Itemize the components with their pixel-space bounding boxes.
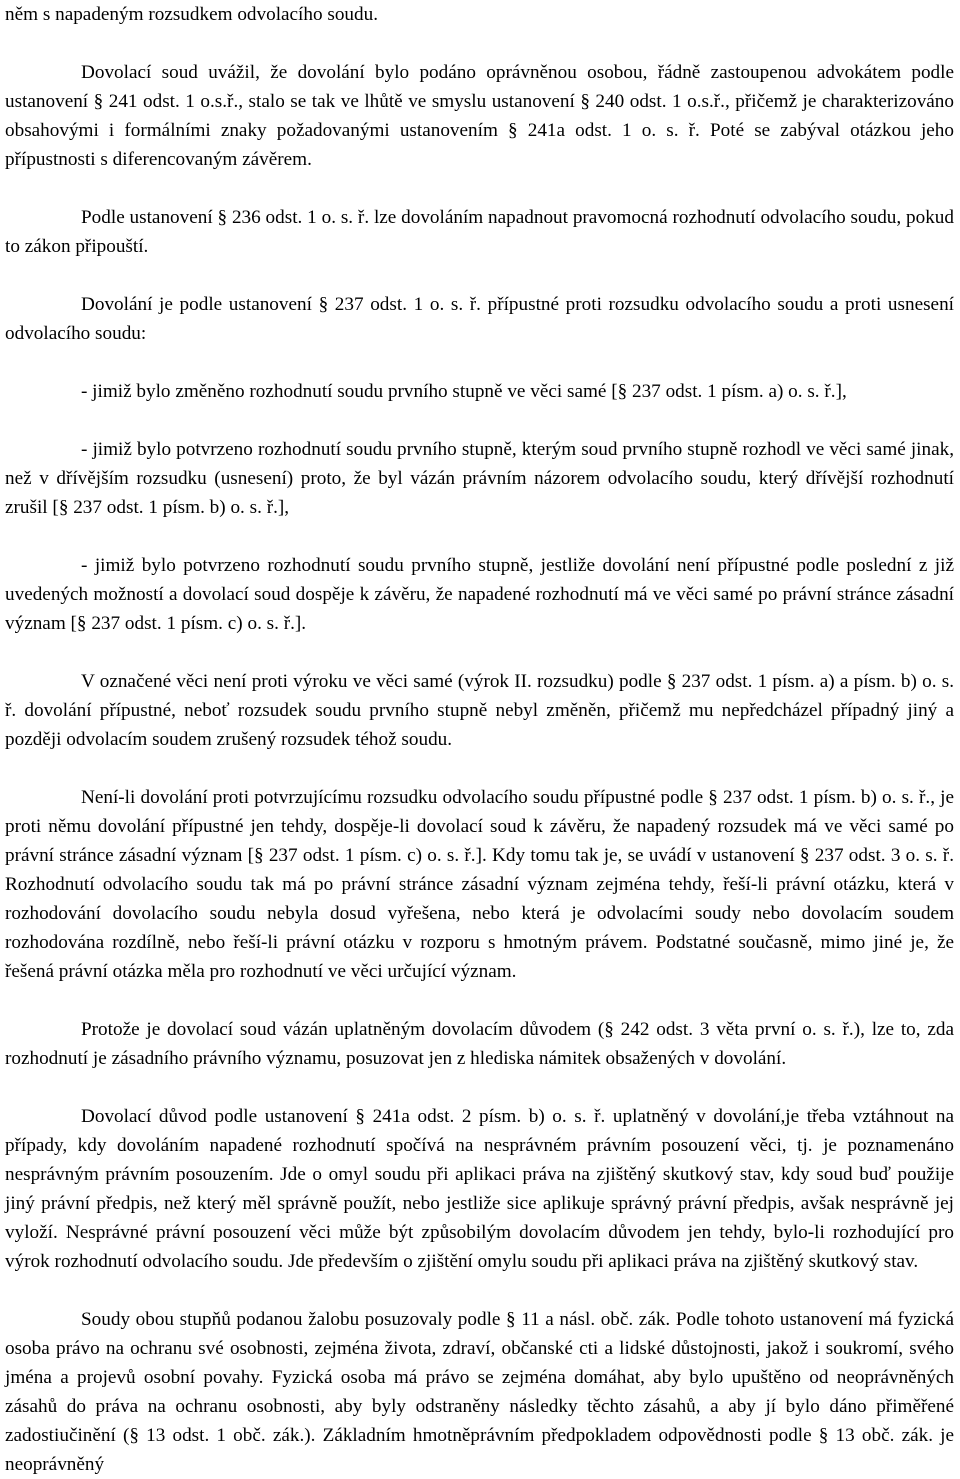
list-item-237-b: - jimiž bylo potvrzeno rozhodnutí soudu prvního stupně, kterým soud prvního stupně rozhodl ve věci samé jinak, než v dřívějším rozsudku (usnesení) proto, že byl vázán právním názorem odvolacího soudu, který dřívější rozhodnutí zrušil [§ 237 odst. 1 písm. b) o. s. ř.],	[5, 439, 954, 518]
paragraph-personality-protection: Soudy obou stupňů podanou žalobu posuzovaly podle § 11 a násl. obč. zák. Podle tohoto ustanovení má fyzická osoba právo na ochranu své osobnosti, zejména života, zdraví, občanské cti a lidské důstojnosti, jakož i soukromí, svého jména a projevů osobní povahy. Fyzická osoba má právo se zejména domáhat, aby bylo upuštěno od neoprávněných zásahů do práva na ochranu osobnosti, aby byly odstraněny následky těchto zásahů, a aby jí bylo dáno přiměřené zadostiučinění (§ 13 odst. 1 obč. zák.). Základním hmotněprávním předpokladem odpovědnosti podle § 13 obč. zák. je neoprávněný	[5, 1309, 954, 1475]
paragraph-237-intro: Dovolání je podle ustanovení § 237 odst. 1 o. s. ř. přípustné proti rozsudku odvolacího soudu a proti usnesení odvolacího soudu:	[5, 294, 954, 344]
paragraph-verdict-ii: V označené věci není proti výroku ve věci samé (výrok II. rozsudku) podle § 237 odst. 1 písm. a) a písm. b) o. s. ř. dovolání přípustné, neboť rozsudek soudu prvního stupně nebyl změněn, přičemž mu nepředcházel případný jiný a později odvolacím soudem zrušený rozsudek téhož soudu.	[5, 671, 954, 750]
paragraph-admissibility-intro: Dovolací soud uvážil, že dovolání bylo podáno oprávněnou osobou, řádně zastoupenou advokátem podle ustanovení § 241 odst. 1 o.s.ř., stalo se tak ve lhůtě ve smyslu ustanovení § 240 odst. 1 o.s.ř., přičemž je charakterizováno obsahovými i formálními znaky požadovanými ustanovením § 241a odst. 1 o. s. ř. Poté se zabýval otázkou jeho přípustnosti s diferencovaným závěrem.	[5, 62, 954, 170]
paragraph-241a-ground: Dovolací důvod podle ustanovení § 241a odst. 2 písm. b) o. s. ř. uplatněný v dovolání,je třeba vztáhnout na případy, kdy dovoláním napadené rozhodnutí spočívá na nesprávném právním posouzení věci, tj. je poznamenáno nesprávným právním posouzením. Jde o omyl soudu při aplikaci práva na zjištěný skutkový stav, kdy soud buď použije jiný právní předpis, než který měl správně použít, nebo jestliže sice aplikuje správný právní předpis, avšak nesprávně jej vyloží. Nesprávné právní posouzení věci může být způsobilým dovolacím důvodem jen tehdy, bylo-li rozhodující pro výrok rozhodnutí odvolacího soudu. Jde především o zjištění omylu soudu při aplikaci práva na zjištěný skutkový stav.	[5, 1106, 954, 1272]
paragraph-236: Podle ustanovení § 236 odst. 1 o. s. ř. lze dovoláním napadnout pravomocná rozhodnutí odvolacího soudu, pokud to zákon připouští.	[5, 207, 954, 257]
list-item-237-a: - jimiž bylo změněno rozhodnutí soudu prvního stupně ve věci samé [§ 237 odst. 1 písm. a) o. s. ř.],	[81, 381, 847, 402]
paragraph-continuation: něm s napadeným rozsudkem odvolacího soudu.	[5, 4, 379, 25]
list-item-237-c: - jimiž bylo potvrzeno rozhodnutí soudu prvního stupně, jestliže dovolání není přípustné podle poslední z již uvedených možností a dovolací soud dospěje k závěru, že napadené rozhodnutí má ve věci samé po právní stránce zásadní význam [§ 237 odst. 1 písm. c) o. s. ř.].	[5, 555, 954, 634]
paragraph-bound-by-grounds: Protože je dovolací soud vázán uplatněným dovolacím důvodem (§ 242 odst. 3 věta první o. s. ř.), lze to, zda rozhodnutí je zásadního právního významu, posuzovat jen z hlediska námitek obsažených v dovolání.	[5, 1019, 954, 1069]
paragraph-fundamental-significance: Není-li dovolání proti potvrzujícímu rozsudku odvolacího soudu přípustné podle § 237 odst. 1 písm. b) o. s. ř., je proti němu dovolání přípustné jen tehdy, dospěje-li dovolací soud k závěru, že napadený rozsudek má ve věci samé po právní stránce zásadní význam [§ 237 odst. 1 písm. c) o. s. ř.]. Kdy tomu tak je, se uvádí v ustanovení § 237 odst. 3 o. s. ř. Rozhodnutí odvolacího soudu tak má po právní stránce zásadní význam zejména tehdy, řeší-li právní otázku, která v rozhodování dovolacího soudu nebyla dosud vyřešena, nebo která je odvolacími soudy nebo dovolacím soudem rozhodována rozdílně, nebo řeší-li právní otázku v rozporu s hmotným právem. Podstatné současně, mimo jiné je, že řešená právní otázka měla pro rozhodnutí ve věci určující význam.	[5, 787, 954, 982]
